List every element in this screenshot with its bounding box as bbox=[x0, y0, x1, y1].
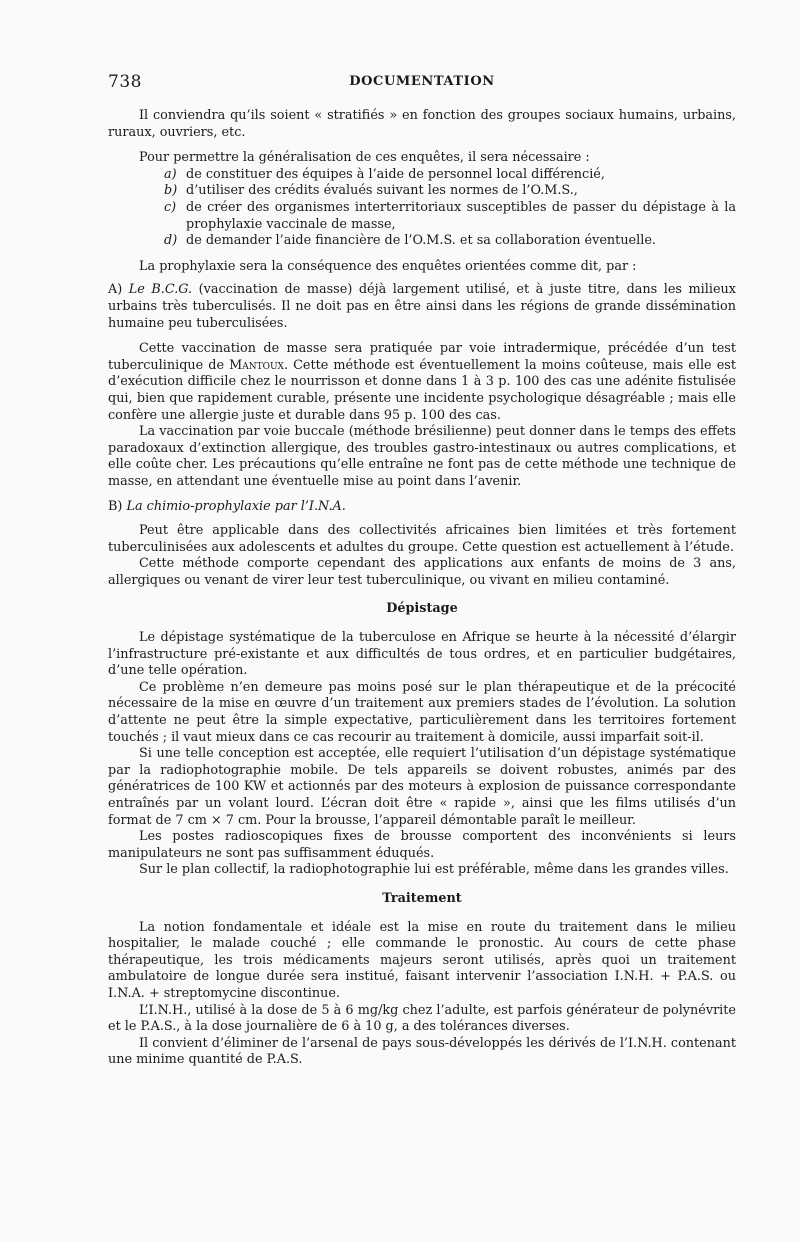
paragraph-text: Cette vaccination de masse sera pratiquée par voie intradermique, précédée d’un test tuberculinique de bbox=[108, 341, 736, 373]
paragraph: Il conviendra qu’ils soient « stratifiés » en fonction des groupes sociaux humains, urbains, ruraux, ouvriers, etc. bbox=[108, 108, 736, 140]
item-marker: B) bbox=[108, 499, 127, 515]
section-heading: Dépistage bbox=[386, 601, 458, 617]
list-item bbox=[164, 200, 736, 233]
paragraph: Pour permettre la généralisation de ces enquêtes, il sera nécessaire : bbox=[139, 150, 590, 166]
requirements-list bbox=[164, 167, 736, 250]
running-title: DOCUMENTATION bbox=[349, 74, 495, 89]
list-marker: a) bbox=[164, 166, 177, 182]
list-marker: c) bbox=[164, 199, 177, 215]
paragraph: L’I.N.H., utilisé à la dose de 5 à 6 mg/kg chez l’adulte, est parfois générateur de polynévrite et le P.A.S., à la dose journalière de 6 à 10 g, a des tolérances diverses. bbox=[108, 1002, 736, 1035]
list-item-text: de créer des organismes interterritoriaux susceptibles de passer du dépistage à la prophylaxie vaccinale de masse, bbox=[186, 199, 736, 232]
author-name: Mantoux bbox=[229, 357, 284, 373]
paragraph: Cette méthode comporte cependant des applications aux enfants de moins de 3 ans, allergiques ou venant de virer leur test tuberculinique, ou vivant en milieu contaminé. bbox=[108, 556, 736, 588]
paragraph bbox=[108, 341, 736, 424]
page-header bbox=[108, 72, 736, 92]
paragraph: Les postes radioscopiques fixes de brousse comportent des inconvénients si leurs manipulateurs ne sont pas suffisamment éduqués. bbox=[108, 829, 736, 861]
item-marker: A) bbox=[108, 282, 129, 298]
section-heading: Traitement bbox=[382, 890, 462, 906]
page-body bbox=[108, 108, 736, 1069]
paragraph: Il convient d’éliminer de l’arsenal de pays sous-développés les dérivés de l’I.N.H. contenant une minime quantité de P.A.S. bbox=[108, 1035, 736, 1068]
paragraph: La prophylaxie sera la conséquence des enquêtes orientées comme dit, par : bbox=[139, 258, 637, 274]
item-title: Le B.C.G. bbox=[128, 282, 193, 298]
list-marker: d) bbox=[164, 233, 178, 249]
paragraph: Ce problème n’en demeure pas moins posé sur le plan thérapeutique et de la précocité nécessaire de la mise en œuvre d’un traitement aux premiers stades de l’évolution. La solution d’attente ne peut être la simple expectative, particulièrement dans les territoires fortement touchés ; il vaut mieux dans ce cas recourir au traitement à domicile, aussi imparfait soit-il. bbox=[108, 679, 736, 745]
paragraph bbox=[108, 282, 736, 332]
list-item-text: de constituer des équipes à l’aide de personnel local différencié, bbox=[186, 166, 605, 182]
paragraph: Peut être applicable dans des collectivités africaines bien limitées et très fortement tuberculinisées aux adolescents et adultes du groupe. Cette question est actuellement à l’étude. bbox=[108, 523, 736, 555]
paragraph: La vaccination par voie buccale (méthode brésilienne) peut donner dans le temps des effets paradoxaux d’extinction allergique, des troubles gastro-intestinaux ou autres complications, et elle coûte cher. Les précautions qu’elle entraîne ne font pas de cette méthode une technique de masse, en attendant une éventuelle mise au point dans l’avenir. bbox=[108, 424, 736, 489]
list-item-text: d’utiliser des crédits évalués suivant les normes de l’O.M.S., bbox=[186, 183, 578, 199]
paragraph bbox=[108, 499, 736, 516]
paragraph: Le dépistage systématique de la tuberculose en Afrique se heurte à la nécessité d’élargir l’infrastructure pré-existante et aux difficultés de tous ordres, et en particulier budgétaires, d’une telle opération. bbox=[108, 630, 736, 679]
paragraph-text: . Cette méthode est éventuellement la moins coûteuse, mais elle est d’exécution difficile chez le nourrisson et donne dans 1 à 3 p. 100 des cas une adénite fistulisée qui, bien que rapidement curable, présente une incidente psychologique désagréable ; mais elle confère une allergie juste et durable dans 95 p. 100 des cas. bbox=[108, 357, 736, 423]
list-item bbox=[164, 183, 736, 200]
paragraph: Si une telle conception est acceptée, elle requiert l’utilisation d’un dépistage systématique par la radiophotographie mobile. De tels appareils se doivent robustes, animés par des génératrices de 100 KW et actionnés par des moteurs à explosion de puissance correspondante entraînés par un volant lourd. L’écran doit être « rapide », ainsi que les films utilisés d’un format de 7 cm × 7 cm. Pour la brousse, l’appareil démontable paraît le meilleur. bbox=[108, 746, 736, 828]
list-item-text: de demander l’aide financière de l’O.M.S. et sa collaboration éventuelle. bbox=[186, 233, 656, 249]
paragraph: Sur le plan collectif, la radiophotographie lui est préférable, même dans les grandes villes. bbox=[139, 862, 729, 878]
paragraph-text: (vaccination de masse) déjà largement utilisé, et à juste titre, dans les milieux urbains très tuberculisés. Il ne doit pas en être ainsi dans les régions de grande dissémination humaine peu tuberculisées. bbox=[108, 282, 736, 331]
item-title: La chimio-prophylaxie par l’I.N.A. bbox=[126, 499, 346, 515]
list-marker: b) bbox=[164, 183, 178, 199]
paragraph: La notion fondamentale et idéale est la mise en route du traitement dans le milieu hospitalier, le malade couché ; elle commande le pronostic. Au cours de cette phase thérapeutique, les trois médicaments majeurs seront utilisés, après quoi un traitement ambulatoire de longue durée sera institué, faisant intervenir l’association I.N.H. + P.A.S. ou I.N.A. + streptomycine discontinue. bbox=[108, 919, 736, 1001]
list-item bbox=[164, 233, 736, 250]
list-item bbox=[164, 167, 736, 184]
page-number: 738 bbox=[108, 72, 142, 92]
